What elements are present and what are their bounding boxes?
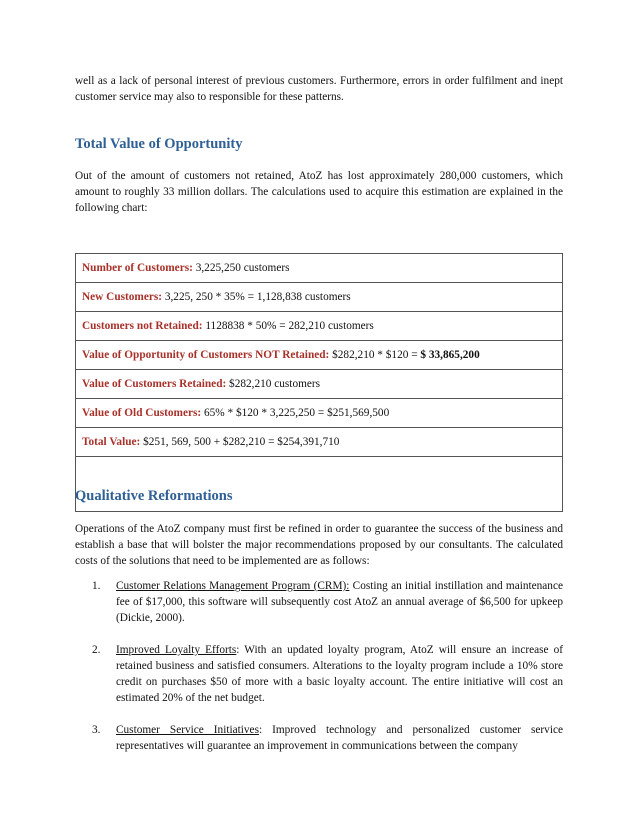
row-value: $251, 569, 500 + $282,210 = $254,391,710 xyxy=(140,436,340,448)
row-value: $282,210 * $120 = xyxy=(329,349,421,361)
qualitative-paragraph: Operations of the AtoZ company must first be refined in order to guarantee the success of the business and establish a base that will bolster the major recommendations proposed by our consultants. The calculated costs of the solutions that need to be implemented are as follows: xyxy=(75,523,563,567)
table-row xyxy=(76,254,563,283)
list-number: 1. xyxy=(92,580,101,592)
row-value: 3,225, 250 * 35% = 1,128,838 customers xyxy=(162,291,351,303)
row-value: $282,210 customers xyxy=(226,378,321,390)
list-item-text: Costing an initial instillation and maintenance fee of $17,000, this software will subsequently cost AtoZ an annual average of $6,500 for upkeep (Dickie, 2000). xyxy=(116,580,563,624)
row-label: Total Value: xyxy=(82,436,141,448)
list-item-text: : With an updated loyalty program, AtoZ will ensure an increase of retained business and satisfied consumers. Alterations to the loyalty program include a 10% store credit on purchases $50 of more with a basic loyalty account. The entire initiative will cost an estimated 20% of the net budget. xyxy=(116,644,563,704)
table-row xyxy=(76,341,563,370)
row-label: Value of Opportunity of Customers NOT Retained: xyxy=(82,349,330,361)
list-item xyxy=(75,642,563,706)
list-number: 3. xyxy=(92,724,101,736)
table-row xyxy=(76,312,563,341)
list-number: 2. xyxy=(92,644,101,656)
section-heading-qualitative: Qualitative Reformations xyxy=(75,488,233,504)
row-value: 3,225,250 customers xyxy=(192,262,290,274)
section-heading-total-value: Total Value of Opportunity xyxy=(75,136,243,152)
calculation-table xyxy=(75,253,563,512)
table-row xyxy=(76,370,563,399)
list-item-title: Customer Relations Management Program (CRM): xyxy=(116,580,350,592)
row-label: New Customers: xyxy=(82,291,162,303)
row-highlight-value: $ 33,865,200 xyxy=(420,349,480,361)
row-value: 1128838 * 50% = 282,210 customers xyxy=(202,320,374,332)
total-value-paragraph: Out of the amount of customers not retained, AtoZ has lost approximately 280,000 customers, which amount to roughly 33 million dollars. The calculations used to acquire this estimation are explained in the following chart: xyxy=(75,170,563,214)
row-label: Value of Customers Retained: xyxy=(82,378,227,390)
table-row xyxy=(76,428,563,457)
row-label: Number of Customers: xyxy=(82,262,193,274)
list-item-title: Customer Service Initiatives xyxy=(116,724,259,736)
row-value: 65% * $120 * 3,225,250 = $251,569,500 xyxy=(201,407,390,419)
list-item-title: Improved Loyalty Efforts xyxy=(116,644,237,656)
table-row xyxy=(76,283,563,312)
intro-paragraph: well as a lack of personal interest of previous customers. Furthermore, errors in order fulfilment and inept customer service may also to responsible for these patterns. xyxy=(75,75,563,103)
row-label: Value of Old Customers: xyxy=(82,407,202,419)
recommendations-list xyxy=(75,578,563,770)
list-item xyxy=(75,722,563,754)
row-label: Customers not Retained: xyxy=(82,320,203,332)
list-item-text: : Improved technology and personalized customer service representatives will guarantee an improvement in communications between the company xyxy=(116,724,563,752)
table-row xyxy=(76,399,563,428)
list-item xyxy=(75,578,563,626)
